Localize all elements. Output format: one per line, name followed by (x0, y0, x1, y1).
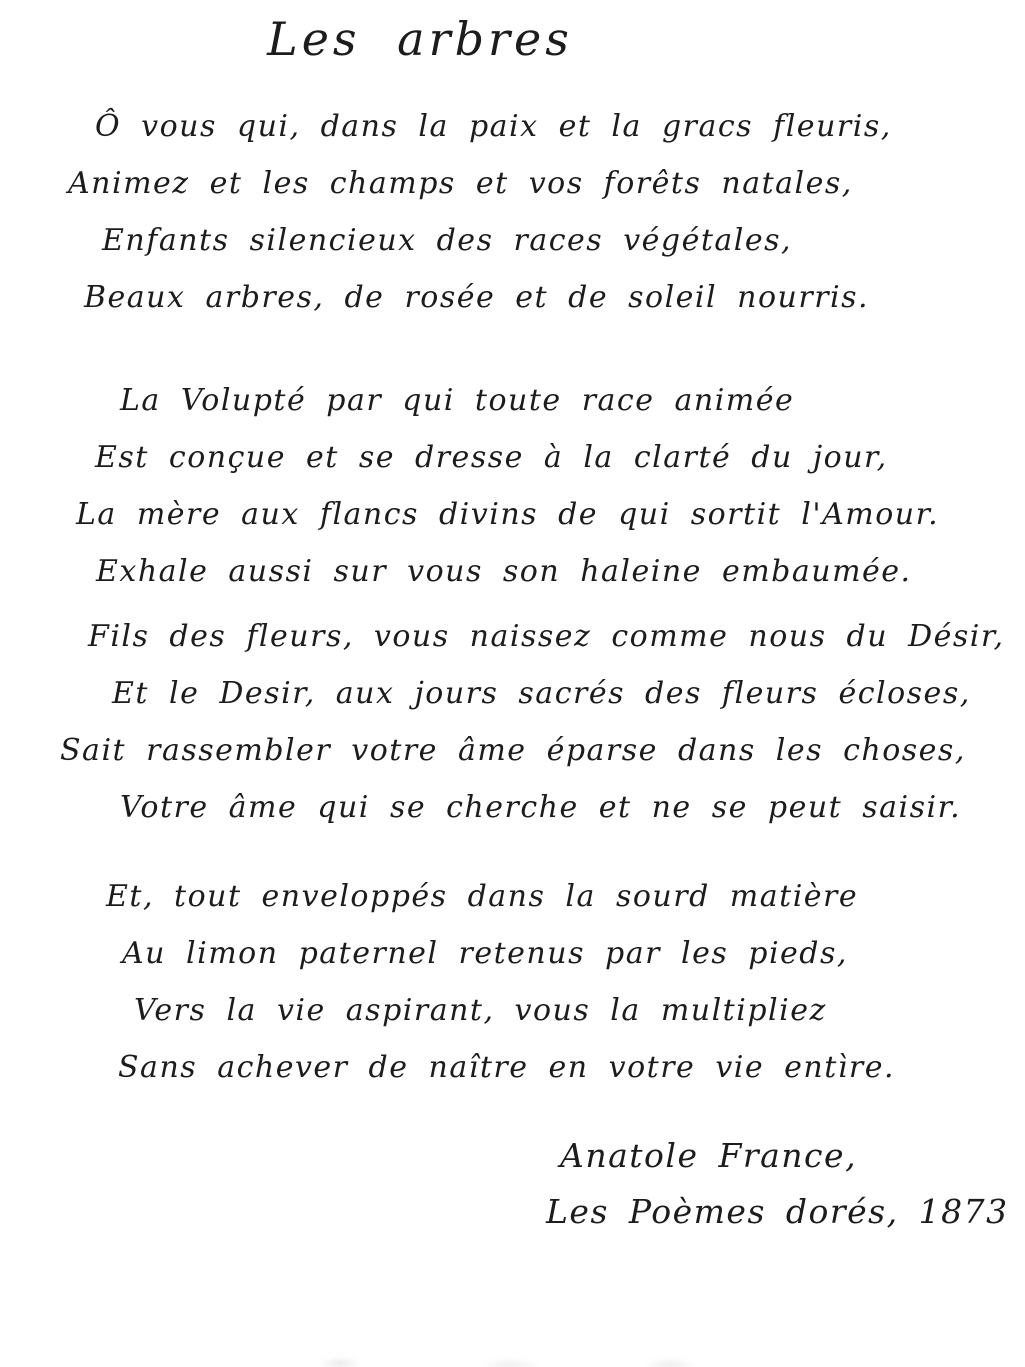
poem-line: Beaux arbres, de rosée et de soleil nourris. (84, 280, 870, 315)
poem-line: Et le Desir, aux jours sacrés des fleurs écloses, (112, 676, 971, 711)
poem-line: Vers la vie aspirant, vous la multipliez (134, 993, 827, 1028)
attribution-block (546, 1128, 1009, 1240)
poem-line: Ô vous qui, dans la paix et la gracs fleuris, (95, 109, 892, 144)
source-title: Les Poèmes dorés, 1873 (546, 1192, 1009, 1231)
stanza-3 (0, 608, 1025, 836)
poem-line: Exhale aussi sur vous son haleine embaumée. (96, 554, 912, 589)
poem-title: Les arbres (267, 12, 573, 66)
poem-line: Votre âme qui se cherche et ne se peut saisir. (120, 790, 962, 825)
poem-line: La mère aux flancs divins de qui sortit l'Amour. (76, 497, 940, 532)
poem-line: Animez et les champs et vos forêts natales, (68, 166, 853, 201)
poem-line: La Volupté par qui toute race animée (120, 383, 795, 418)
faint-bottom-smudge (270, 1352, 730, 1367)
poem-line: Est conçue et se dresse à la clarté du jour, (95, 440, 888, 475)
stanza-4 (0, 868, 1025, 1096)
poem-line: Fils des fleurs, vous naissez comme nous du Désir, (88, 619, 1005, 654)
author-name: Anatole France, (560, 1136, 858, 1175)
stanza-1 (0, 98, 1025, 326)
poem-line: Sans achever de naître en votre vie entìre. (118, 1050, 896, 1085)
poem-line: Et, tout enveloppés dans la sourd matière (106, 879, 859, 914)
stanza-2 (0, 372, 1025, 600)
poem-line: Enfants silencieux des races végétales, (102, 223, 793, 258)
poem-line: Sait rassembler votre âme éparse dans les choses, (60, 733, 966, 768)
poem-line: Au limon paternel retenus par les pieds, (122, 936, 848, 971)
